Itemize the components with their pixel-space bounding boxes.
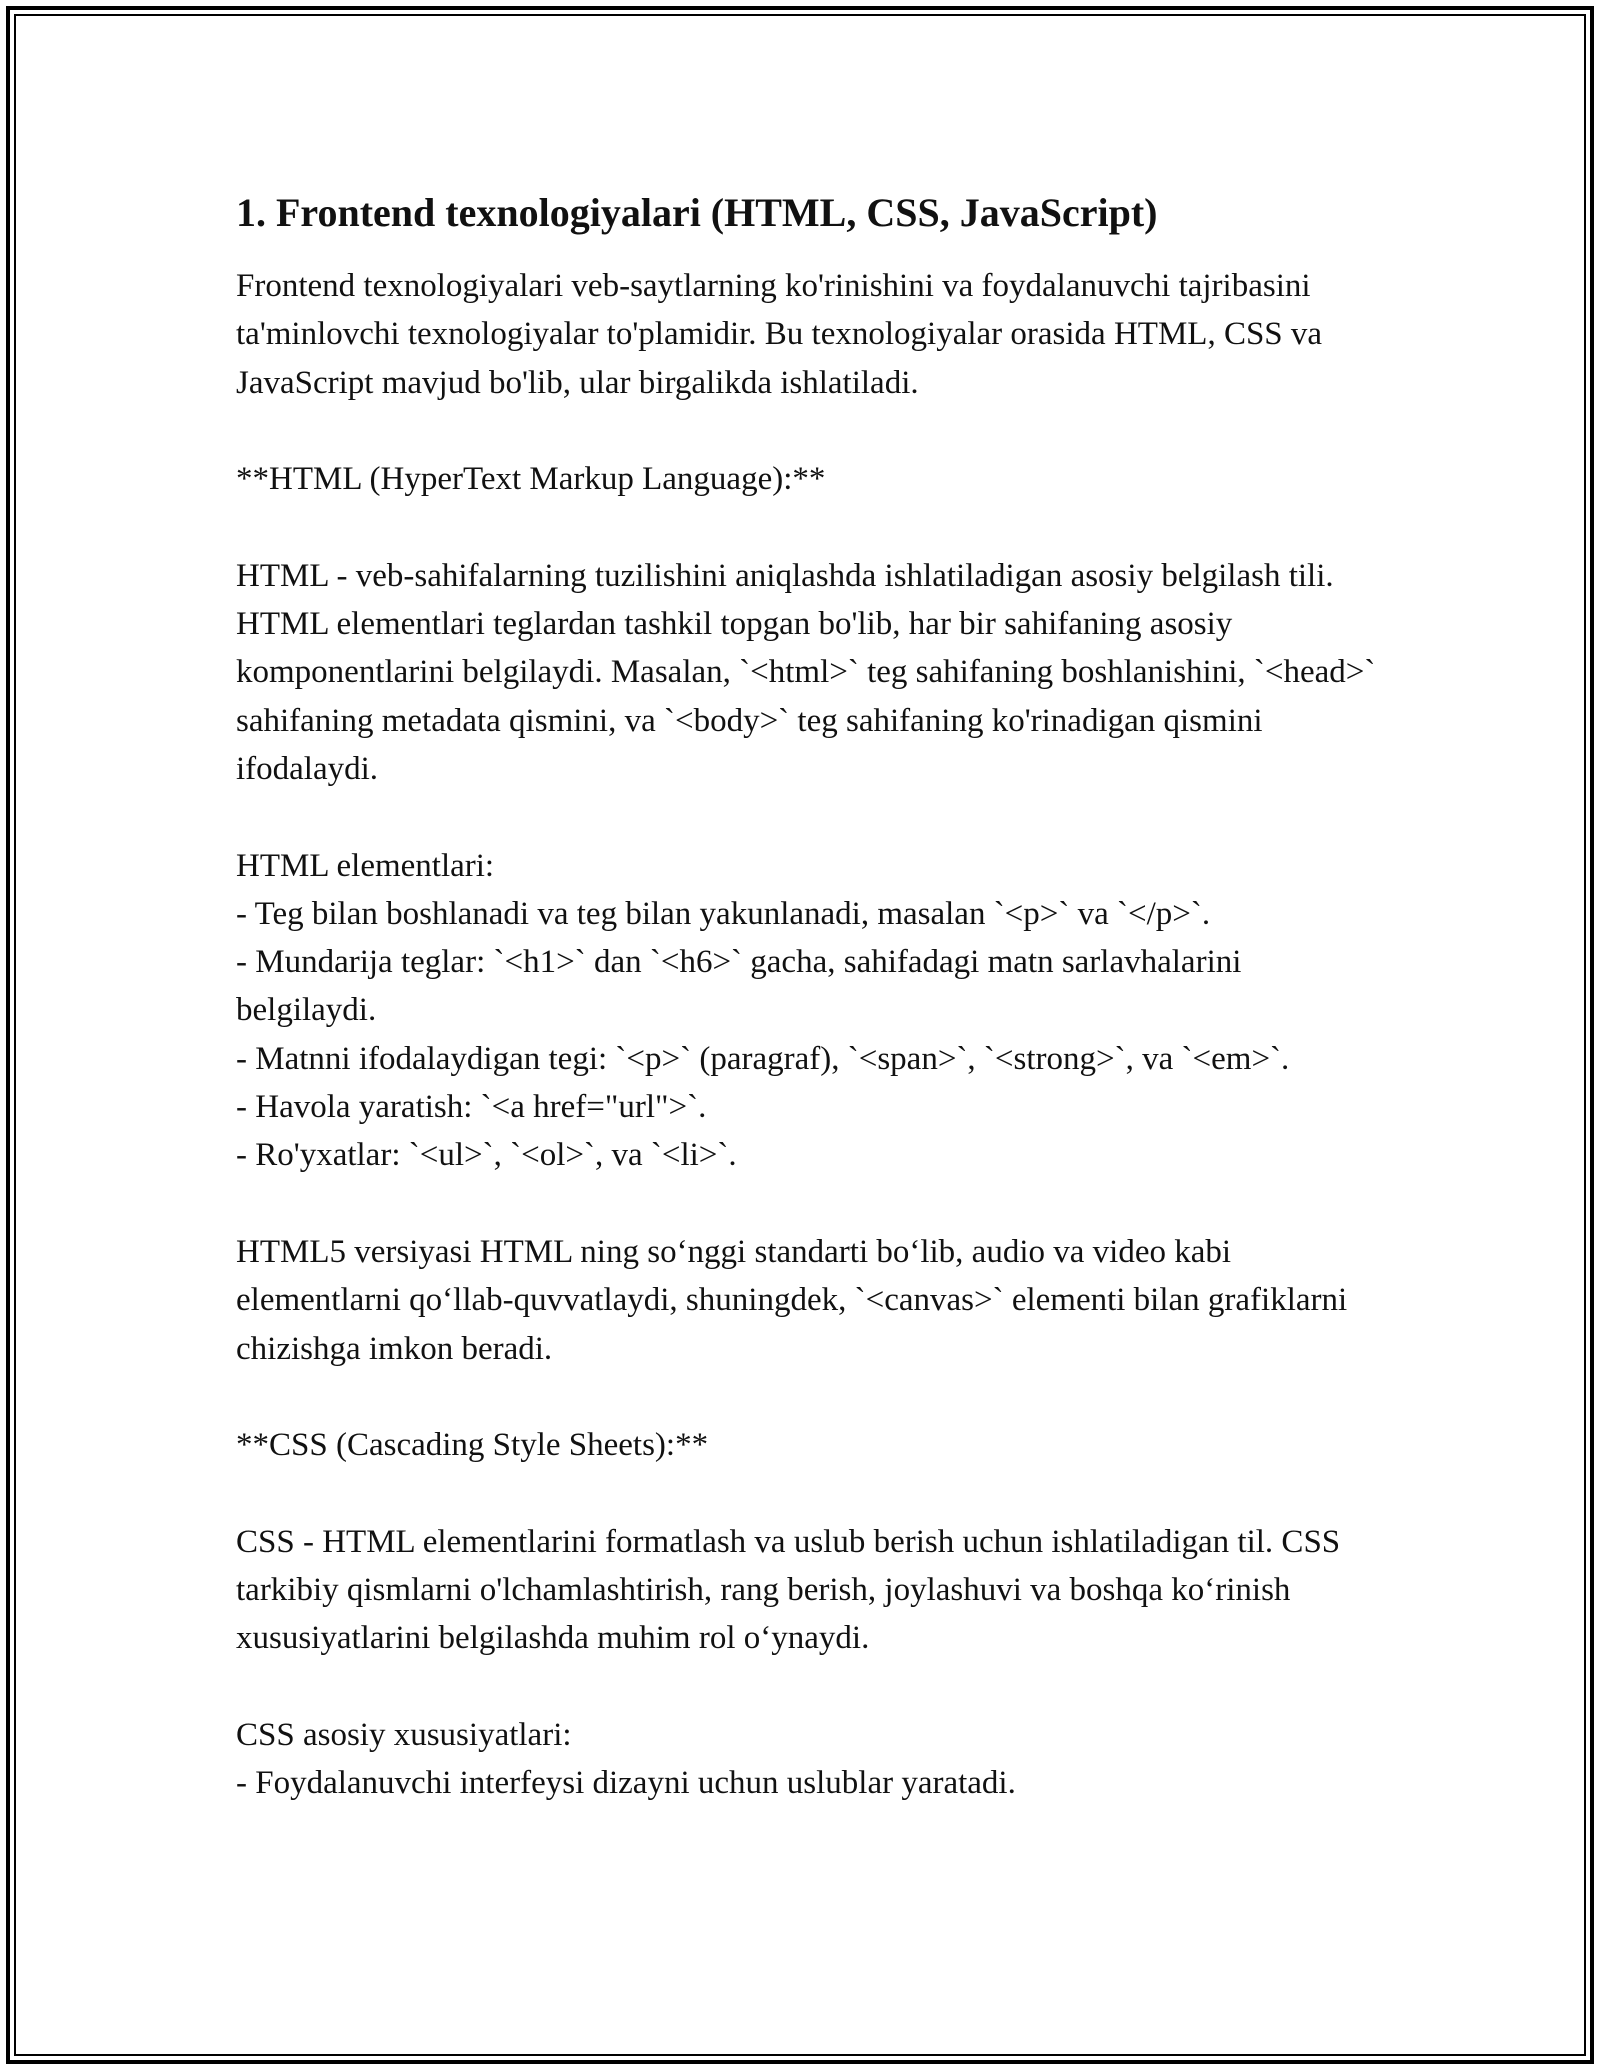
list-item: - Matnni ifodalaydigan tegi: `<p>` (paragraf), `<span>`, `<strong>`, va `<em>`.	[236, 1040, 1290, 1077]
html5-paragraph: HTML5 versiyasi HTML ning so‘nggi standarti bo‘lib, audio va video kabi elementlarni qo‘llab-quvvatlaydi, shuningdek, `<canvas>` elementi bilan grafiklarni chizishga imkon beradi.	[236, 1233, 1348, 1367]
document-body	[236, 186, 1376, 1808]
css-features-label: CSS asosiy xususiyatlari:	[236, 1716, 572, 1753]
html-elements-list	[236, 842, 1376, 1180]
html-section-heading: **HTML (HyperText Markup Language):**	[236, 461, 826, 498]
list-item: - Teg bilan boshlanadi va teg bilan yakunlanadi, masalan `<p>` va `</p>`.	[236, 895, 1211, 932]
css-section-heading: **CSS (Cascading Style Sheets):**	[236, 1427, 709, 1464]
list-item: - Foydalanuvchi interfeysi dizayni uchun uslublar yaratadi.	[236, 1765, 1016, 1802]
css-features-list	[236, 1711, 1376, 1808]
document-title: 1. Frontend texnologiyalari (HTML, CSS, JavaScript)	[236, 190, 1158, 235]
html-elements-label: HTML elementlari:	[236, 847, 495, 884]
list-item: - Ro'yxatlar: `<ul>`, `<ol>`, va `<li>`.	[236, 1137, 737, 1174]
css-description-paragraph: CSS - HTML elementlarini formatlash va uslub berish uchun ishlatiladigan til. CSS tarkibiy qismlarni o'lchamlashtirish, rang berish, joylashuvi va boshqa ko‘rinish xususiyatlarini belgilashda muhim rol o‘ynaydi.	[236, 1523, 1341, 1657]
html-description-paragraph: HTML - veb-sahifalarning tuzilishini aniqlashda ishlatiladigan asosiy belgilash tili. HTML elementlari teglardan tashkil topgan bo'lib, har bir sahifaning asosiy komponentlarini belgilaydi. Masalan, `<html>` teg sahifaning boshlanishini, `<head>` sahifaning metadata qismini, va `<body>` teg sahifaning ko'rinadigan qismini ifodalaydi.	[236, 557, 1376, 787]
list-item: - Mundarija teglar: `<h1>` dan `<h6>` gacha, sahifadagi matn sarlavhalarini belgilaydi.	[236, 944, 1242, 1029]
list-item: - Havola yaratish: `<a href="url">`.	[236, 1089, 707, 1126]
intro-paragraph: Frontend texnologiyalari veb-saytlarning ko'rinishini va foydalanuvchi tajribasini ta'minlovchi texnologiyalar to'plamidir. Bu texnologiyalar orasida HTML, CSS va JavaScript mavjud bo'lib, ular birgalikda ishlatiladi.	[236, 268, 1323, 401]
